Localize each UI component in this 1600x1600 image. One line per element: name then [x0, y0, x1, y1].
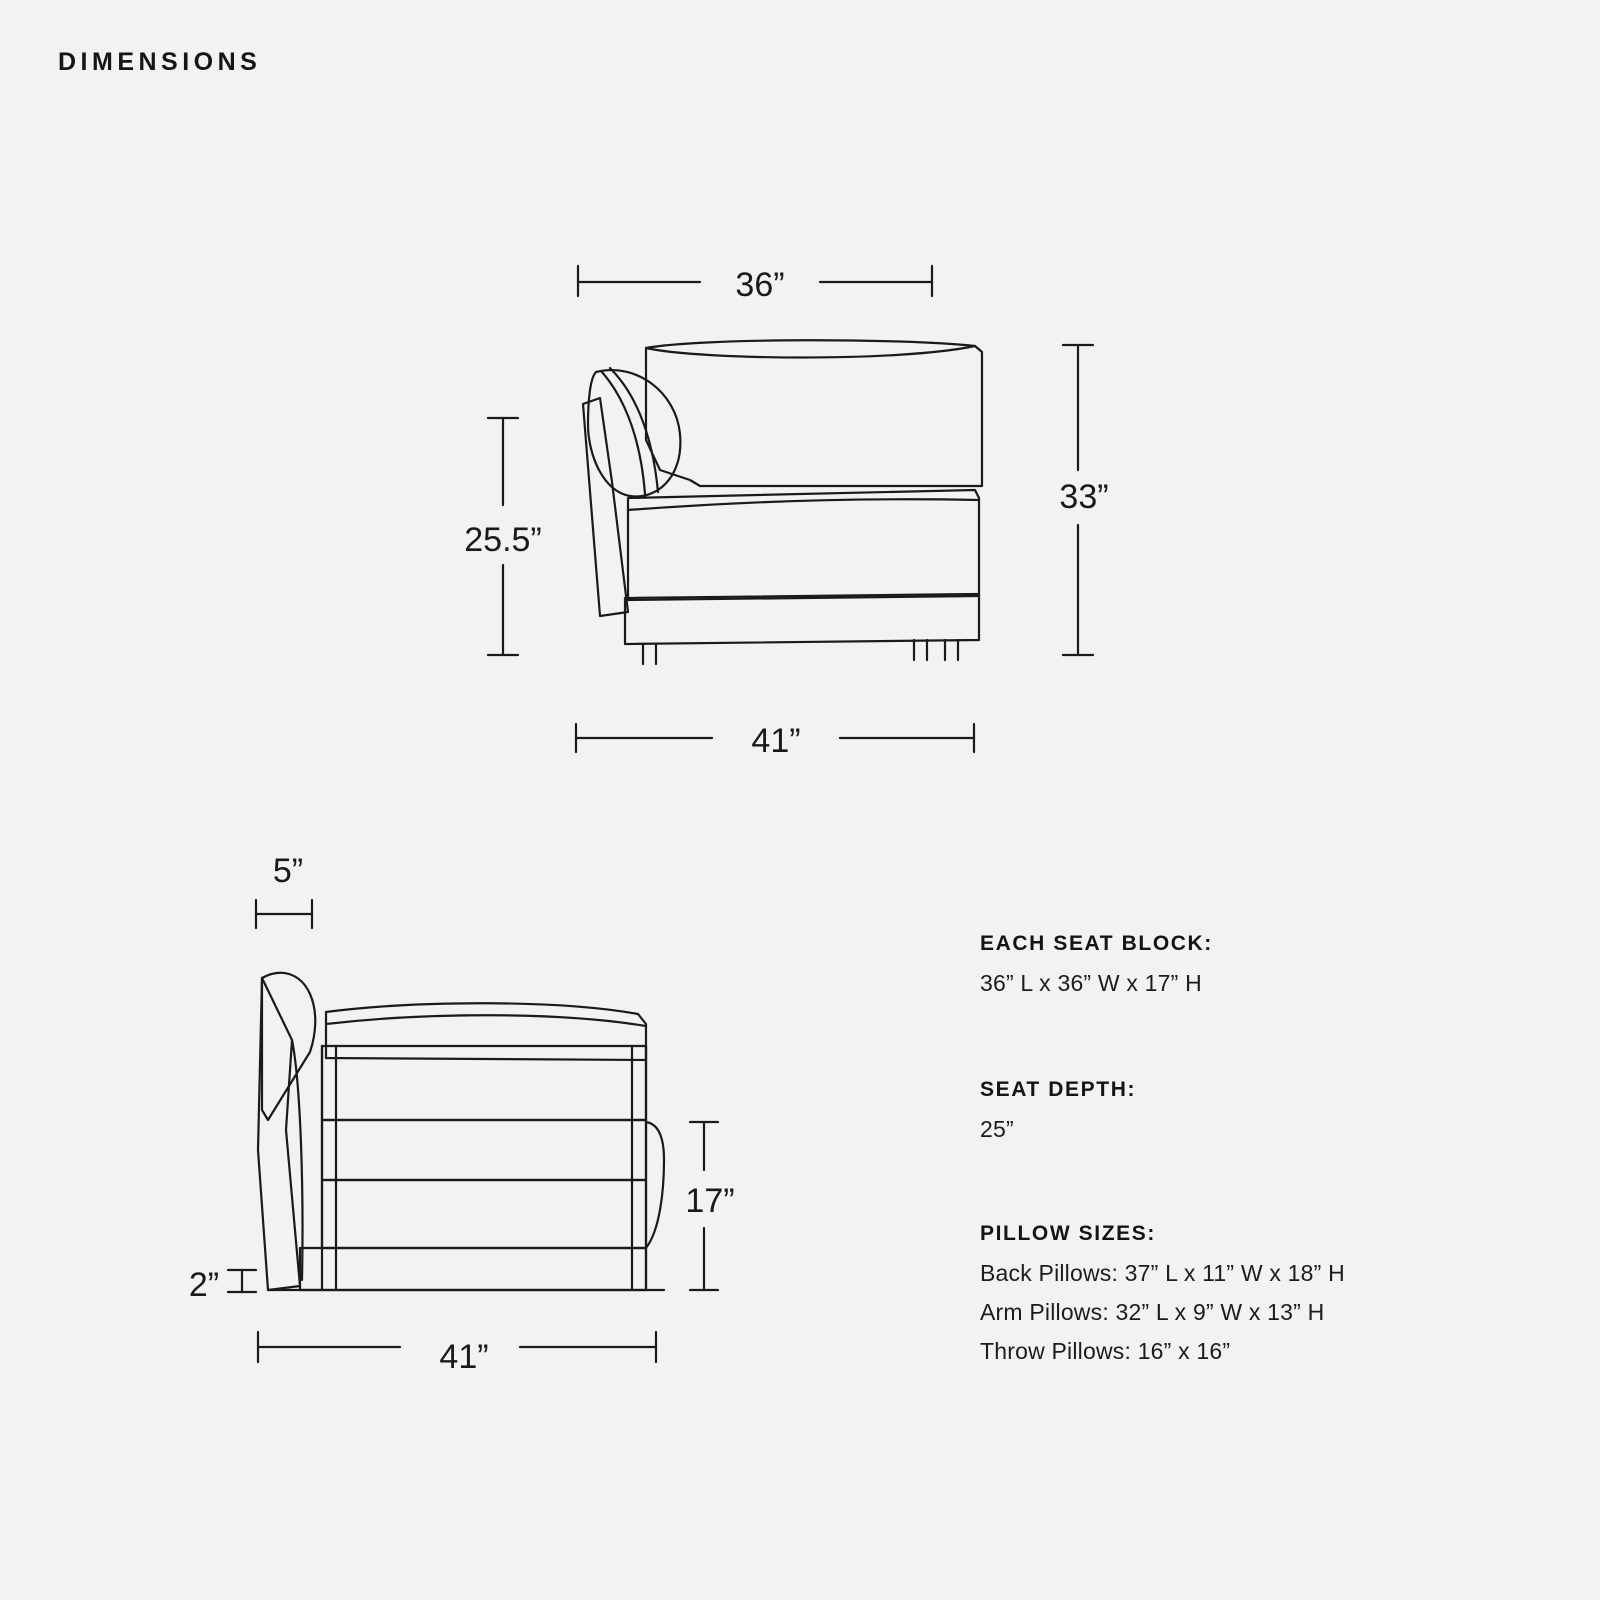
- spec-seat-depth-line-1: 25”: [980, 1116, 1014, 1142]
- spec-pillow-sizes: [980, 1222, 1345, 1377]
- spec-seat-block-line-1: 36” L x 36” W x 17” H: [980, 970, 1202, 996]
- label-front-base-width: 41”: [751, 722, 801, 760]
- spec-pillow-throw: Throw Pillows: 16” x 16”: [980, 1338, 1231, 1364]
- spec-pillow-sizes-heading: PILLOW SIZES:: [980, 1222, 1156, 1245]
- page-title: DIMENSIONS: [58, 48, 262, 76]
- dim-side-foot-height: [228, 1270, 256, 1292]
- side-elevation-drawing: [258, 973, 664, 1290]
- spec-pillow-back: Back Pillows: 37” L x 11” W x 18” H: [980, 1260, 1345, 1286]
- dim-side-back-lean: [256, 900, 312, 928]
- label-side-seat-height: 17”: [685, 1182, 735, 1220]
- label-front-back-height: 25.5”: [464, 521, 542, 559]
- spec-seat-depth: [980, 1078, 1136, 1155]
- label-front-top-width: 36”: [735, 266, 785, 304]
- label-side-back-lean: 5”: [272, 852, 304, 890]
- label-side-depth: 41”: [439, 1338, 489, 1376]
- spec-seat-block-heading: EACH SEAT BLOCK:: [980, 932, 1213, 955]
- spec-seat-block: [980, 932, 1213, 1009]
- front-elevation-drawing: [583, 340, 982, 664]
- spec-pillow-arm: Arm Pillows: 32” L x 9” W x 13” H: [980, 1299, 1325, 1325]
- label-side-foot-height: 2”: [188, 1266, 220, 1304]
- label-front-overall-height: 33”: [1059, 478, 1109, 516]
- spec-seat-depth-heading: SEAT DEPTH:: [980, 1078, 1137, 1101]
